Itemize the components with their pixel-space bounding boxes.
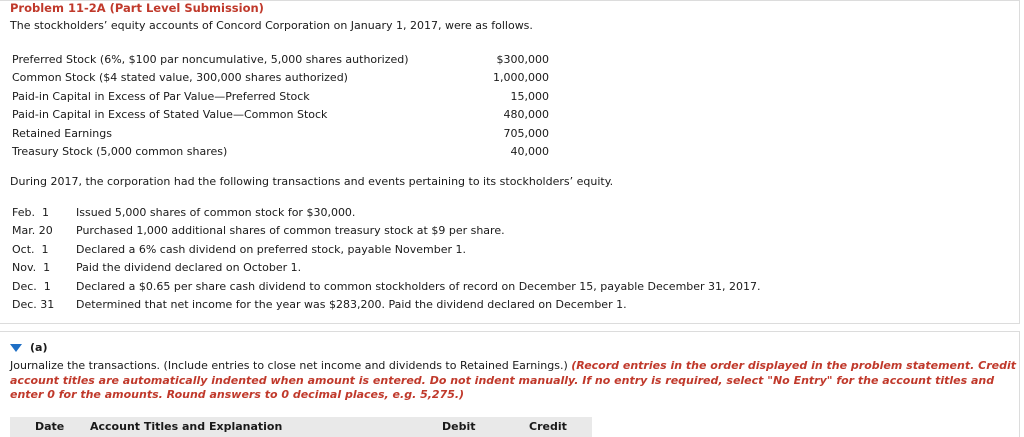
transaction-date: Oct. 1 bbox=[12, 242, 49, 256]
account-row bbox=[12, 143, 552, 161]
transaction-date: Dec. 31 bbox=[12, 297, 55, 311]
account-name: Preferred Stock (6%, $100 par noncumulative, 5,000 shares authorized) bbox=[12, 53, 409, 66]
account-row bbox=[12, 106, 552, 124]
accounts-list bbox=[12, 51, 552, 161]
transaction-row bbox=[12, 296, 761, 314]
instruction-red: (Record entries in the order displayed in the problem statement. Credit account titles are automatically indented when amount is entered. Do not indent manually. If no entry is required, select "No Entry" for the account titles and enter 0 for the amounts. Round answers to 0 decimal places, e.g. 5,275.) bbox=[10, 359, 1016, 401]
journal-table-header bbox=[10, 417, 592, 437]
transaction-text: Declared a $0.65 per share cash dividend to common stockholders of record on December 15, payable December 31, 2017. bbox=[76, 279, 761, 293]
account-value: 15,000 bbox=[510, 89, 549, 103]
header-debit: Debit bbox=[442, 420, 476, 433]
transaction-row bbox=[12, 241, 761, 259]
transaction-row bbox=[12, 204, 761, 222]
part-a-toggle[interactable] bbox=[10, 341, 47, 354]
transaction-row bbox=[12, 222, 761, 240]
header-date: Date bbox=[35, 420, 65, 433]
account-row bbox=[12, 69, 552, 87]
transaction-text: Paid the dividend declared on October 1. bbox=[76, 261, 302, 275]
transaction-date: Mar. 20 bbox=[12, 224, 53, 238]
account-value: 705,000 bbox=[503, 126, 549, 140]
transactions-intro: During 2017, the corporation had the following transactions and events pertaining to its stockholders’ equity. bbox=[10, 175, 614, 188]
part-a-instructions bbox=[10, 359, 1016, 403]
header-credit: Credit bbox=[529, 420, 567, 433]
part-a-label: (a) bbox=[30, 341, 48, 354]
header-account: Account Titles and Explanation bbox=[90, 420, 283, 433]
account-name: Paid-in Capital in Excess of Stated Value—Common Stock bbox=[12, 108, 328, 122]
account-value: $300,000 bbox=[496, 53, 549, 66]
intro-text: The stockholders’ equity accounts of Concord Corporation on January 1, 2017, were as follows. bbox=[10, 19, 533, 32]
transactions-list bbox=[12, 204, 761, 314]
account-name: Paid-in Capital in Excess of Par Value—Preferred Stock bbox=[12, 89, 310, 103]
account-row bbox=[12, 88, 552, 106]
account-value: 1,000,000 bbox=[493, 71, 549, 85]
problem-title: Problem 11-2A (Part Level Submission) bbox=[10, 1, 264, 15]
account-name: Retained Earnings bbox=[12, 126, 112, 140]
transaction-date: Feb. 1 bbox=[12, 206, 49, 219]
transaction-text: Purchased 1,000 additional shares of common treasury stock at $9 per share. bbox=[76, 224, 505, 238]
transaction-row bbox=[12, 259, 761, 277]
transaction-date: Nov. 1 bbox=[12, 261, 51, 275]
account-row bbox=[12, 125, 552, 143]
account-value: 40,000 bbox=[510, 144, 549, 158]
account-row bbox=[12, 51, 552, 69]
instruction-plain: Journalize the transactions. (Include entries to close net income and dividends to Retained Earnings.) bbox=[10, 359, 572, 372]
account-name: Common Stock ($4 stated value, 300,000 shares authorized) bbox=[12, 71, 348, 85]
collapse-triangle-icon[interactable] bbox=[10, 344, 22, 352]
account-name: Treasury Stock (5,000 common shares) bbox=[12, 144, 228, 158]
transaction-text: Declared a 6% cash dividend on preferred stock, payable November 1. bbox=[76, 242, 466, 256]
transaction-row bbox=[12, 278, 761, 296]
transaction-text: Issued 5,000 shares of common stock for $30,000. bbox=[76, 206, 356, 219]
account-value: 480,000 bbox=[503, 108, 549, 122]
transaction-date: Dec. 1 bbox=[12, 279, 51, 293]
transaction-text: Determined that net income for the year was $283,200. Paid the dividend declared on December 1. bbox=[76, 297, 627, 311]
